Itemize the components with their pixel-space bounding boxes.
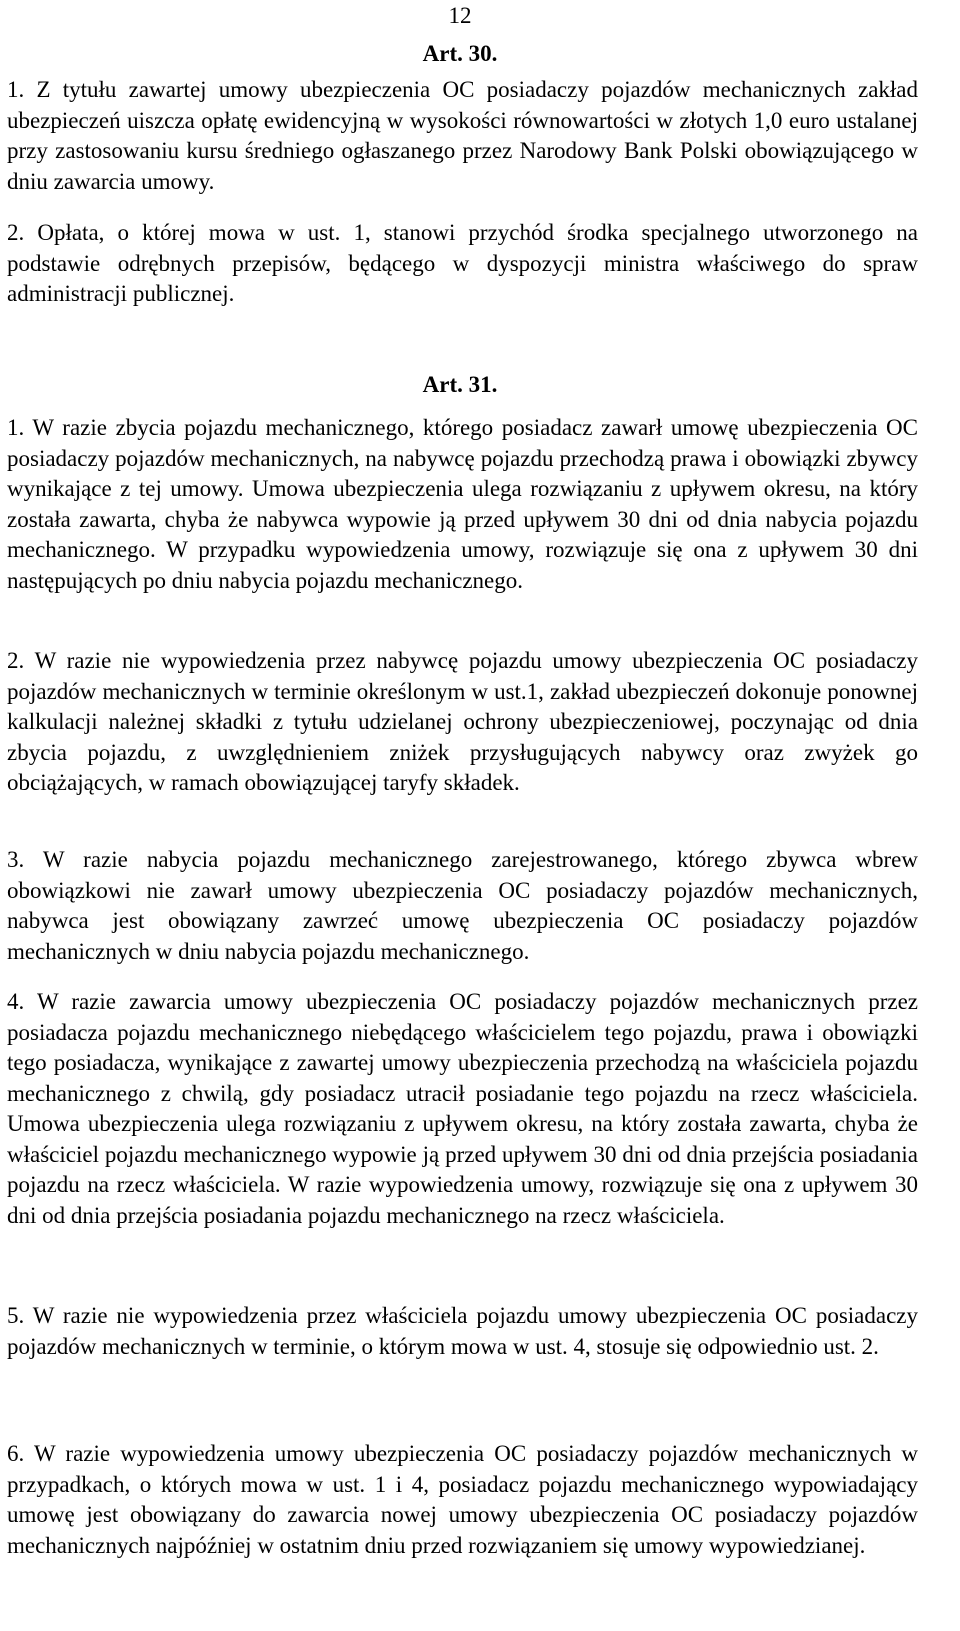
article-30-paragraph-1	[7, 75, 918, 197]
article-31-paragraph-6	[7, 1439, 918, 1561]
paragraph-number: 1.	[7, 77, 25, 102]
paragraph-text: W razie nabycia pojazdu mechanicznego zarejestrowanego, którego zbywca wbrew obowiązkowi nie zawarł umowy ubezpieczenia OC posiadaczy pojazdów mechanicznych, nabywca jest obowiązany zawrzeć umowę ubezpieczenia OC posiadaczy pojazdów mechanicznych w dniu nabycia pojazdu mechanicznego.	[7, 847, 919, 964]
article-31-paragraph-5	[7, 1301, 918, 1362]
article-31-paragraph-3	[7, 845, 918, 967]
article-31-paragraph-4	[7, 987, 918, 1231]
paragraph-text: W razie nie wypowiedzenia przez właściciela pojazdu umowy ubezpieczenia OC posiadaczy pojazdów mechanicznych w terminie, o którym mowa w ust. 4, stosuje się odpowiednio ust. 2.	[7, 1303, 918, 1359]
paragraph-text: Z tytułu zawartej umowy ubezpieczenia OC posiadaczy pojazdów mechanicznych zakład ubezpieczeń uiszcza opłatę ewidencyjną w wysokości równowartości w złotych 1,0 euro ustalanej przy zastosowaniu kursu średniego ogłaszanego przez Narodowy Bank Polski obowiązującego w dniu zawarcia umowy.	[7, 77, 918, 194]
paragraph-number: 4.	[7, 989, 25, 1014]
article-title-30: Art. 30.	[422, 41, 498, 66]
paragraph-number: 2.	[7, 648, 25, 673]
paragraph-text: W razie nie wypowiedzenia przez nabywcę pojazdu umowy ubezpieczenia OC posiadaczy pojazdów mechanicznych w terminie określonym w ust.1, zakład ubezpieczeń dokonuje ponownej kalkulacji należnej składki z tytułu udzielanej ochrony ubezpieczeniowej, poczynając od dnia zbycia pojazdu, z uwzględnieniem zniżek przysługujących nabywcy oraz zwyżek go obciążających, w ramach obowiązującej taryfy składek.	[7, 648, 919, 795]
paragraph-text: W razie zbycia pojazdu mechanicznego, którego posiadacz zawarł umowę ubezpieczenia OC posiadaczy pojazdów mechanicznych, na nabywcę pojazdu przechodzą prawa i obowiązki zbywcy wynikające z tej umowy. Umowa ubezpieczenia ulega rozwiązaniu z upływem okresu, na który została zawarta, chyba że nabywca wypowie ją przed upływem 30 dni od dnia nabycia pojazdu mechanicznego. W przypadku wypowiedzenia umowy, rozwiązuje się ona z upływem 30 dni następujących po dniu nabycia pojazdu mechanicznego.	[7, 415, 918, 593]
paragraph-number: 1.	[7, 415, 25, 440]
article-title-31: Art. 31.	[422, 372, 498, 397]
paragraph-text: Opłata, o której mowa w ust. 1, stanowi przychód środka specjalnego utworzonego na podstawie odrębnych przepisów, będącego w dyspozycji ministra właściwego do spraw administracji publicznej.	[7, 220, 918, 306]
page-number: 12	[448, 3, 472, 28]
article-31-paragraph-2	[7, 646, 918, 799]
article-30-paragraph-2	[7, 218, 918, 310]
paragraph-number: 2.	[7, 220, 25, 245]
article-31-paragraph-1	[7, 413, 918, 596]
paragraph-number: 5.	[7, 1303, 25, 1328]
paragraph-number: 6.	[7, 1441, 25, 1466]
paragraph-text: W razie wypowiedzenia umowy ubezpieczenia OC posiadaczy pojazdów mechanicznych w przypadkach, o których mowa w ust. 1 i 4, posiadacz pojazdu mechanicznego wypowiadający umowę jest obowiązany do zawarcia nowej umowy ubezpieczenia OC posiadaczy pojazdów mechanicznych najpóźniej w ostatnim dniu przed rozwiązaniem się umowy wypowiedzianej.	[7, 1441, 918, 1558]
paragraph-text: W razie zawarcia umowy ubezpieczenia OC posiadaczy pojazdów mechanicznych przez posiadacza pojazdu mechanicznego niebędącego właścicielem tego pojazdu, prawa i obowiązki tego posiadacza, wynikające z zawartej umowy ubezpieczenia przechodzą na właściciela pojazdu mechanicznego z chwilą, gdy posiadacz utracił posiadanie tego pojazdu na rzecz właściciela. Umowa ubezpieczenia ulega rozwiązaniu z upływem okresu, na który została zawarta, chyba że właściciel pojazdu mechanicznego wypowie ją przed upływem 30 dni od dnia przejścia posiadania pojazdu na rzecz właściciela. W razie wypowiedzenia umowy, rozwiązuje się ona z upływem 30 dni od dnia przejścia posiadania pojazdu mechanicznego na rzecz właściciela.	[7, 989, 918, 1228]
paragraph-number: 3.	[7, 847, 25, 872]
